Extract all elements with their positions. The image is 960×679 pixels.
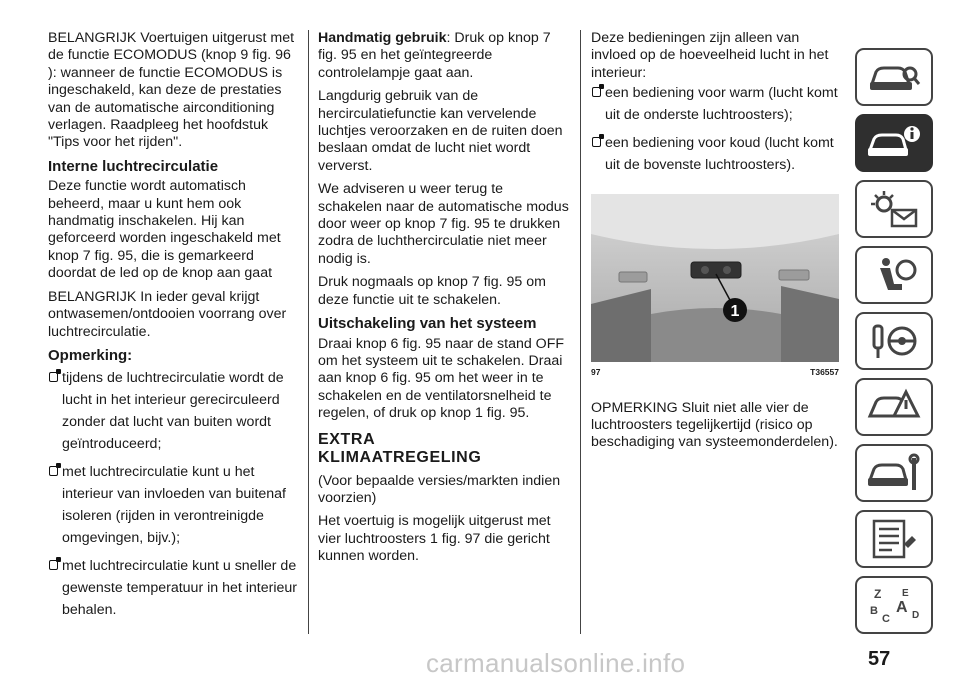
checkbox-bullet-icon bbox=[592, 137, 601, 147]
car-search-icon bbox=[866, 56, 922, 98]
svg-text:D: D bbox=[912, 610, 920, 621]
column-divider bbox=[308, 30, 309, 634]
list-item: een bediening voor warm (lucht komt uit de onderste luchtroosters); bbox=[591, 82, 843, 126]
chapter-tabs bbox=[855, 48, 935, 642]
key-steering-wheel-icon bbox=[866, 320, 922, 362]
checkbox-bullet-icon bbox=[49, 372, 58, 382]
alphabet-index-icon bbox=[866, 584, 922, 626]
roof-vents-illustration bbox=[591, 194, 839, 362]
recirculation-description: Deze functie wordt automatisch beheerd, maar u kunt hem ook handmatig inschakelen. Hij kan geforceerd worden ingeschakeld met knop 7 fig. 95, die is gemarkeerd doordat de led op de knop aan gaat bbox=[48, 178, 281, 282]
tab-emergency[interactable] bbox=[855, 378, 933, 436]
callout-label: 1 bbox=[730, 303, 740, 321]
list-item: tijdens de luchtrecirculatie wordt de lucht in het interieur gerecirculeerd zonder dat lucht van buiten wordt geïntroduceerd; bbox=[48, 367, 300, 455]
column-middle bbox=[318, 30, 570, 572]
figure-code: T36557 bbox=[810, 367, 839, 378]
svg-text:B: B bbox=[870, 605, 878, 617]
svg-text:A: A bbox=[896, 599, 908, 616]
defrost-priority-note: BELANGRIJK In ieder geval krijgt ontwasemen/ontdooien voorrang over luchtrecirculatie. bbox=[48, 288, 287, 340]
tab-car-info[interactable] bbox=[855, 114, 933, 172]
svg-text:E: E bbox=[902, 588, 909, 599]
car-wrench-icon bbox=[866, 452, 922, 494]
heading-extra-klimaatregeling: EXTRA KLIMAATREGELING bbox=[318, 430, 482, 466]
svg-text:Z: Z bbox=[874, 587, 882, 601]
heading-uitschakeling: Uitschakeling van het systeem bbox=[318, 315, 537, 333]
checkbox-bullet-icon bbox=[592, 87, 601, 97]
page-number: 57 bbox=[868, 648, 891, 670]
figure-number: 97 bbox=[591, 367, 601, 378]
specifications-list-icon bbox=[866, 518, 922, 560]
checkbox-bullet-icon bbox=[49, 560, 58, 570]
tab-starting-driving[interactable] bbox=[855, 312, 933, 370]
advice-paragraph: We adviseren u weer terug te schakelen naar de automatische modus door weer op knop 7 fig. 95 te drukken zodra de luchthercirculatie niet meer nodig is. bbox=[318, 181, 569, 267]
manual-use-paragraph: Handmatig gebruik: Druk op knop 7 fig. 95 en het geïntegreerde controlelampje gaat aan. bbox=[318, 30, 551, 81]
heading-opmerking: Opmerking: bbox=[48, 346, 133, 364]
tab-maintenance[interactable] bbox=[855, 444, 933, 502]
column-divider bbox=[580, 30, 581, 634]
long-use-warning: Langdurig gebruik van de hercirculatiefunctie kan vervelende luchtjes veroorzaken en de ruiten doen beslaan omdat de lucht niet wordt ververst. bbox=[318, 88, 563, 174]
heading-interne-luchtrecirculatie: Interne luchtrecirculatie bbox=[48, 157, 219, 175]
airbag-seat-icon bbox=[866, 254, 922, 296]
tab-specifications[interactable] bbox=[855, 510, 933, 568]
column-left bbox=[48, 30, 300, 627]
watermark: carmanualsonline.info bbox=[426, 648, 686, 678]
list-item: met luchtrecirculatie kunt u het interieur van invloeden van buitenaf isoleren (rijden in verontreinigde omgevingen, bijv.); bbox=[48, 461, 300, 549]
controls-intro: Deze bedieningen zijn alleen van invloed op de hoeveelheid lucht in het interieur: bbox=[591, 30, 829, 81]
checkbox-bullet-icon bbox=[49, 466, 58, 476]
ecomodus-note: BELANGRIJK Voertuigen uitgerust met de functie ECOMODUS (knop 9 fig. 96 ): wanneer de functie ECOMODUS is ingeschakeld, kan deze de prestaties van de automatische airconditioning verlagen. Raadpleeg het hoofdstuk "Tips voor het rijden". bbox=[48, 30, 295, 151]
list-item: een bediening voor koud (lucht komt uit de bovenste luchtroosters). bbox=[591, 132, 843, 176]
column-right bbox=[591, 30, 843, 458]
system-off-paragraph: Draai knop 6 fig. 95 naar de stand OFF om het systeem uit te schakelen. Draai aan knop 6 fig. 95 om het weer in te schakelen en de ventilatorsnelheid te regelen, of druk op knop 1 fig. 95. bbox=[318, 335, 565, 422]
vents-warning: OPMERKING Sluit niet alle vier de luchtroosters tegelijkertijd (risico op beschadiging van systeemonderdelen). bbox=[591, 399, 838, 451]
car-info-icon bbox=[866, 122, 922, 164]
list-item: met luchtrecirculatie kunt u sneller de gewenste temperatuur in het interieur behalen. bbox=[48, 555, 300, 621]
disable-paragraph: Druk nogmaals op knop 7 fig. 95 om deze functie uit te schakelen. bbox=[318, 274, 546, 308]
vents-paragraph: Het voertuig is mogelijk uitgerust met vier luchtroosters 1 fig. 97 die gericht kunnen worden. bbox=[318, 513, 551, 565]
tab-car-search[interactable] bbox=[855, 48, 933, 106]
figure-caption bbox=[591, 364, 839, 381]
tab-index[interactable] bbox=[855, 576, 933, 634]
warning-triangle-icon bbox=[866, 386, 922, 428]
figure-97-photo bbox=[591, 194, 839, 362]
tab-safety[interactable] bbox=[855, 246, 933, 304]
svg-text:C: C bbox=[882, 613, 890, 625]
versions-note: (Voor bepaalde versies/markten indien voorzien) bbox=[318, 472, 561, 506]
tab-warning-lights[interactable] bbox=[855, 180, 933, 238]
warning-lights-mail-icon bbox=[866, 188, 922, 230]
